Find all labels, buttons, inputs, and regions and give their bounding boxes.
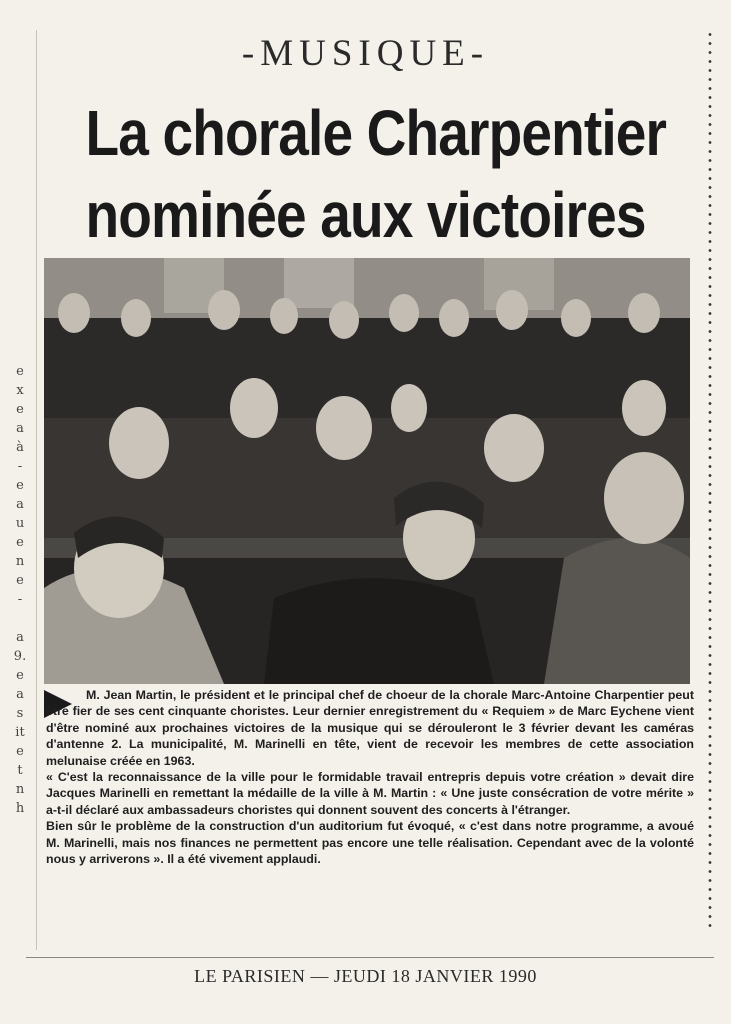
edge-letter: a: [16, 630, 24, 645]
edge-letter: e: [16, 535, 24, 550]
adjacent-column-fragments: [12, 362, 28, 818]
caption-paragraph-2: « C'est la reconnaissance de la ville pour le formidable travail entrepris depuis votre création » devait dire Jacques Marinelli en remettant la médaille de la ville à M. Martin : « Une juste consécration de votre mérite » a-t-il déclaré aux ambassadeurs choristes qui donnent souvent des concerts à l'étranger.: [46, 770, 694, 817]
edge-letter: n: [15, 554, 25, 569]
edge-letter: 9.: [13, 649, 27, 664]
edge-letter: u: [15, 516, 25, 531]
edge-letter: a: [16, 497, 24, 512]
publication-footer: LE PARISIEN — JEUDI 18 JANVIER 1990: [194, 966, 537, 986]
edge-letter: e: [16, 478, 24, 493]
edge-letter: it: [15, 725, 25, 740]
edge-letter: t: [17, 763, 23, 778]
edge-letter: e: [16, 364, 24, 379]
edge-letter: e: [16, 402, 24, 417]
edge-letter: x: [16, 383, 24, 398]
headline-line-1: La chorale Charpentier: [85, 97, 667, 169]
section-rubric: -MUSIQUE-: [241, 33, 490, 74]
edge-letter: [12, 609, 28, 628]
edge-letter: n: [15, 782, 25, 797]
edge-letter: a: [16, 421, 24, 436]
article-headline: [85, 92, 667, 256]
footer-rule: [26, 957, 714, 958]
choir-crowd-illustration: [44, 258, 690, 684]
dotted-cut-line: [708, 30, 712, 930]
photo-caption-text: [46, 687, 694, 867]
headline-line-2: nominée aux victoires: [85, 179, 646, 251]
edge-letter: h: [15, 801, 25, 816]
edge-letter: e: [16, 744, 24, 759]
edge-letter: à: [16, 440, 24, 455]
edge-letter: e: [16, 668, 24, 683]
edge-letter: a: [16, 687, 24, 702]
edge-letter: -: [17, 592, 23, 607]
edge-letter: -: [17, 459, 23, 474]
edge-letter: s: [16, 706, 24, 721]
edge-letter: e: [16, 573, 24, 588]
caption-paragraph-3: Bien sûr le problème de la construction d'un auditorium fut évoqué, « c'est dans notre programme, a avoué M. Marinelli, mais nos finances ne permettent pas encore une telle réalisation. Cependant avec de la volonté nous y arriverons ». Il a été vivement applaudi.: [46, 819, 694, 867]
caption-paragraph-1: M. Jean Martin, le président et le principal chef de choeur de la chorale Marc-Antoine Charpentier peut être fier de ses cent cinquante choristes. Leur dernier enregistrement du « Requiem » de Marc Eychene vient d'être nominé aux prochaines victoires de la musique qui se dérouleront le 3 février devant les caméras d'antenne 2. La municipalité, M. Marinelli en tête, vient de recevoir les membres de cette association melunaise créée en 1963.: [46, 688, 694, 768]
choir-photo: [44, 258, 690, 684]
left-column-rule: [36, 30, 37, 950]
